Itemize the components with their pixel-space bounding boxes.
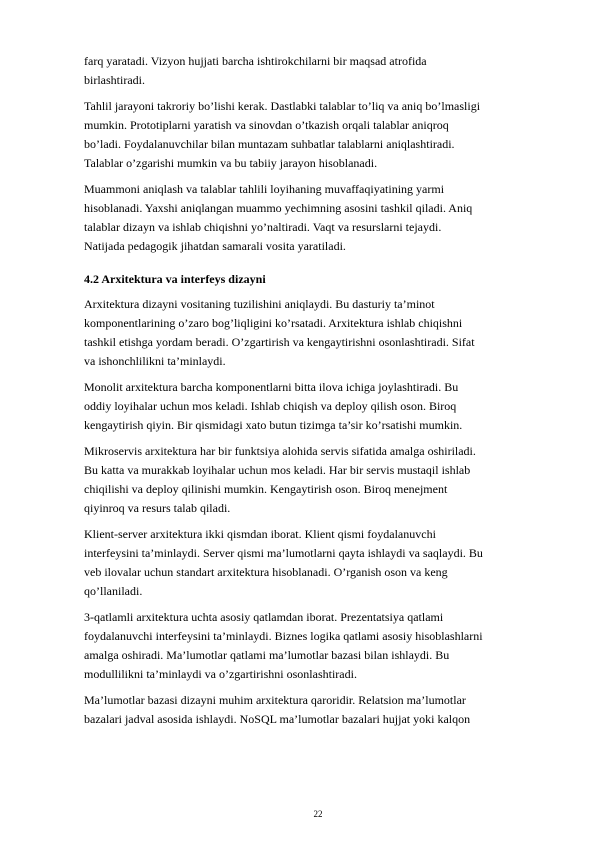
paragraph [84,52,554,90]
text-line: modullilikni ta’minlaydi va o’zgartirishni osonlashtiradi. [84,667,357,681]
paragraph [84,180,554,256]
text-line: Mikroservis arxitektura har bir funktsiya alohida servis sifatida amalga oshiriladi. [84,444,476,458]
text-line: oddiy loyihalar uchun mos keladi. Ishlab chiqish va deploy qilish oson. Biroq [84,399,457,413]
section-after-heading [84,295,554,729]
text-line: Tahlil jarayoni takroriy bo’lishi kerak. Dastlabki talablar to’liq va aniq bo’lmasligi [84,99,481,113]
text-line: kengaytirish qiyin. Bir qismidagi xato butun tizimga ta’sir ko’rsatishi mumkin. [84,418,463,432]
text-line: birlashtiradi. [84,73,145,87]
section-before-heading [84,52,554,256]
text-line: veb ilovalar uchun standart arxitektura hisoblanadi. O’rganish oson va keng [84,565,448,579]
text-line: Klient-server arxitektura ikki qismdan iborat. Klient qismi foydalanuvchi [84,527,436,541]
paragraph [84,525,554,601]
paragraph [84,97,554,173]
paragraph [84,442,554,518]
section-heading: 4.2 Arxitektura va interfeys dizayni [84,272,266,286]
text-line: chiqilishi va deploy qilinishi mumkin. Kengaytirish oson. Biroq menejment [84,482,448,496]
text-line: Monolit arxitektura barcha komponentlarni bitta ilova ichiga joylashtiradi. Bu [84,380,459,394]
text-line: tashkil etishga yordam beradi. O’zgartirish va kengaytirishni osonlashtiradi. Sifat [84,335,475,349]
text-line: Arxitektura dizayni vositaning tuzilishini aniqlaydi. Bu dasturiy ta’minot [84,297,435,311]
text-line: amalga oshiradi. Ma’lumotlar qatlami ma’lumotlar bazasi bilan ishlaydi. Bu [84,648,450,662]
text-line: Natijada pedagogik jihatdan samarali vosita yaratiladi. [84,239,346,253]
text-line: komponentlarining o’zaro bog’liqligini ko’rsatadi. Arxitektura ishlab chiqishni [84,316,463,330]
paragraph [84,608,554,684]
text-line: 3-qatlamli arxitektura uchta asosiy qatlamdan iborat. Prezentatsiya qatlami [84,610,444,624]
text-line: foydalanuvchi interfeysini ta’minlaydi. Biznes logika qatlami asosiy hisoblashlarni [84,629,483,643]
text-line: talablar dizayn va ishlab chiqishni yo’naltiradi. Vaqt va resurslarni tejaydi. [84,220,442,234]
text-line: Ma’lumotlar bazasi dizayni muhim arxitektura qaroridir. Relatsion ma’lumotlar [84,693,466,707]
paragraph [84,691,554,729]
text-line: Muammoni aniqlash va talablar tahlili loyihaning muvaffaqiyatining yarmi [84,182,445,196]
text-line: Bu katta va murakkab loyihalar uchun mos keladi. Har bir servis mustaqil ishlab [84,463,471,477]
text-line: farq yaratadi. Vizyon hujjati barcha ishtirokchilarni bir maqsad atrofida [84,54,427,68]
text-line: mumkin. Prototiplarni yaratish va sinovdan o’tkazish orqali talablar aniqroq [84,118,449,132]
text-line: va ishonchlilikni ta’minlaydi. [84,354,226,368]
paragraph [84,295,554,371]
text-line: bo’ladi. Foydalanuvchilar bilan muntazam suhbatlar talablarni aniqlashtiradi. [84,137,455,151]
page-number: 22 [313,809,323,819]
paragraph [84,378,554,435]
page-content [84,52,554,736]
text-line: interfeysini ta’minlaydi. Server qismi ma’lumotlarni qayta ishlaydi va saqlaydi. Bu [84,546,483,560]
text-line: bazalari jadval asosida ishlaydi. NoSQL ma’lumotlar bazalari hujjat yoki kalqon [84,712,471,726]
text-line: qo’llaniladi. [84,584,143,598]
text-line: Talablar o’zgarishi mumkin va bu tabiiy jarayon hisoblanadi. [84,156,378,170]
text-line: hisoblanadi. Yaxshi aniqlangan muammo yechimning asosini tashkil qiladi. Aniq [84,201,473,215]
text-line: qiyinroq va resurs talab qiladi. [84,501,231,515]
